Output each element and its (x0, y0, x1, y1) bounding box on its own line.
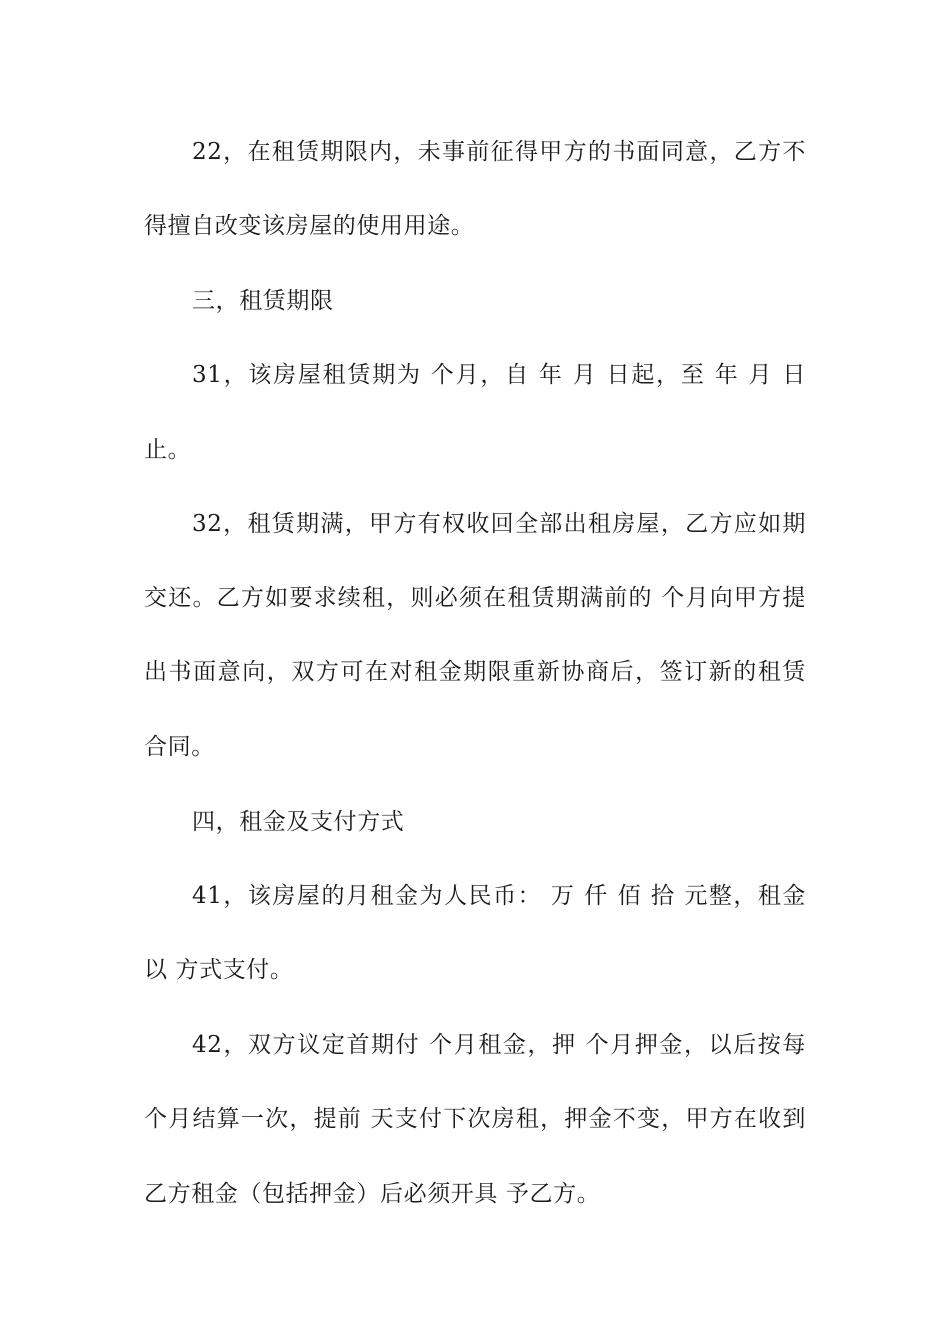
clause-4-1-line-1: 41，该房屋的月租金为人民币： 万 仟 佰 拾 元整，租金 (192, 883, 806, 909)
clause-4-2-line-2: 个月结算一次，提前 天支付下次房租，押金不变，甲方在收到 (144, 1106, 806, 1132)
clause-3-2-line-3: 出书面意向，双方可在对租金期限重新协商后，签订新的租赁 (144, 659, 806, 685)
clause-3-1-line-1: 31，该房屋租赁期为 个月，自 年 月 日起，至 年 月 日 (192, 362, 806, 388)
clause-3-2-line-2: 交还。乙方如要求续租，则必须在租赁期满前的 个月向甲方提 (144, 585, 806, 611)
clause-4-1-line-2: 以 方式支付。 (144, 957, 294, 983)
clause-4-2-line-1: 42，双方议定首期付 个月租金，押 个月押金，以后按每 (192, 1032, 806, 1058)
clause-4-2-line-3: 乙方租金（包括押金）后必须开具 予乙方。 (144, 1181, 601, 1207)
clause-3-2-line-4: 合同。 (144, 734, 215, 760)
clause-2-2-line-1: 22，在租赁期限内，未事前征得甲方的书面同意，乙方不 (192, 139, 806, 165)
section-4-heading: 四，租金及支付方式 (192, 809, 405, 835)
clause-3-2-line-1: 32，租赁期满，甲方有权收回全部出租房屋，乙方应如期 (192, 511, 806, 537)
clause-2-2-line-2: 得擅自改变该房屋的使用用途。 (144, 213, 475, 239)
section-3-heading: 三，租赁期限 (192, 288, 334, 314)
clause-3-1-line-2: 止。 (144, 437, 192, 463)
